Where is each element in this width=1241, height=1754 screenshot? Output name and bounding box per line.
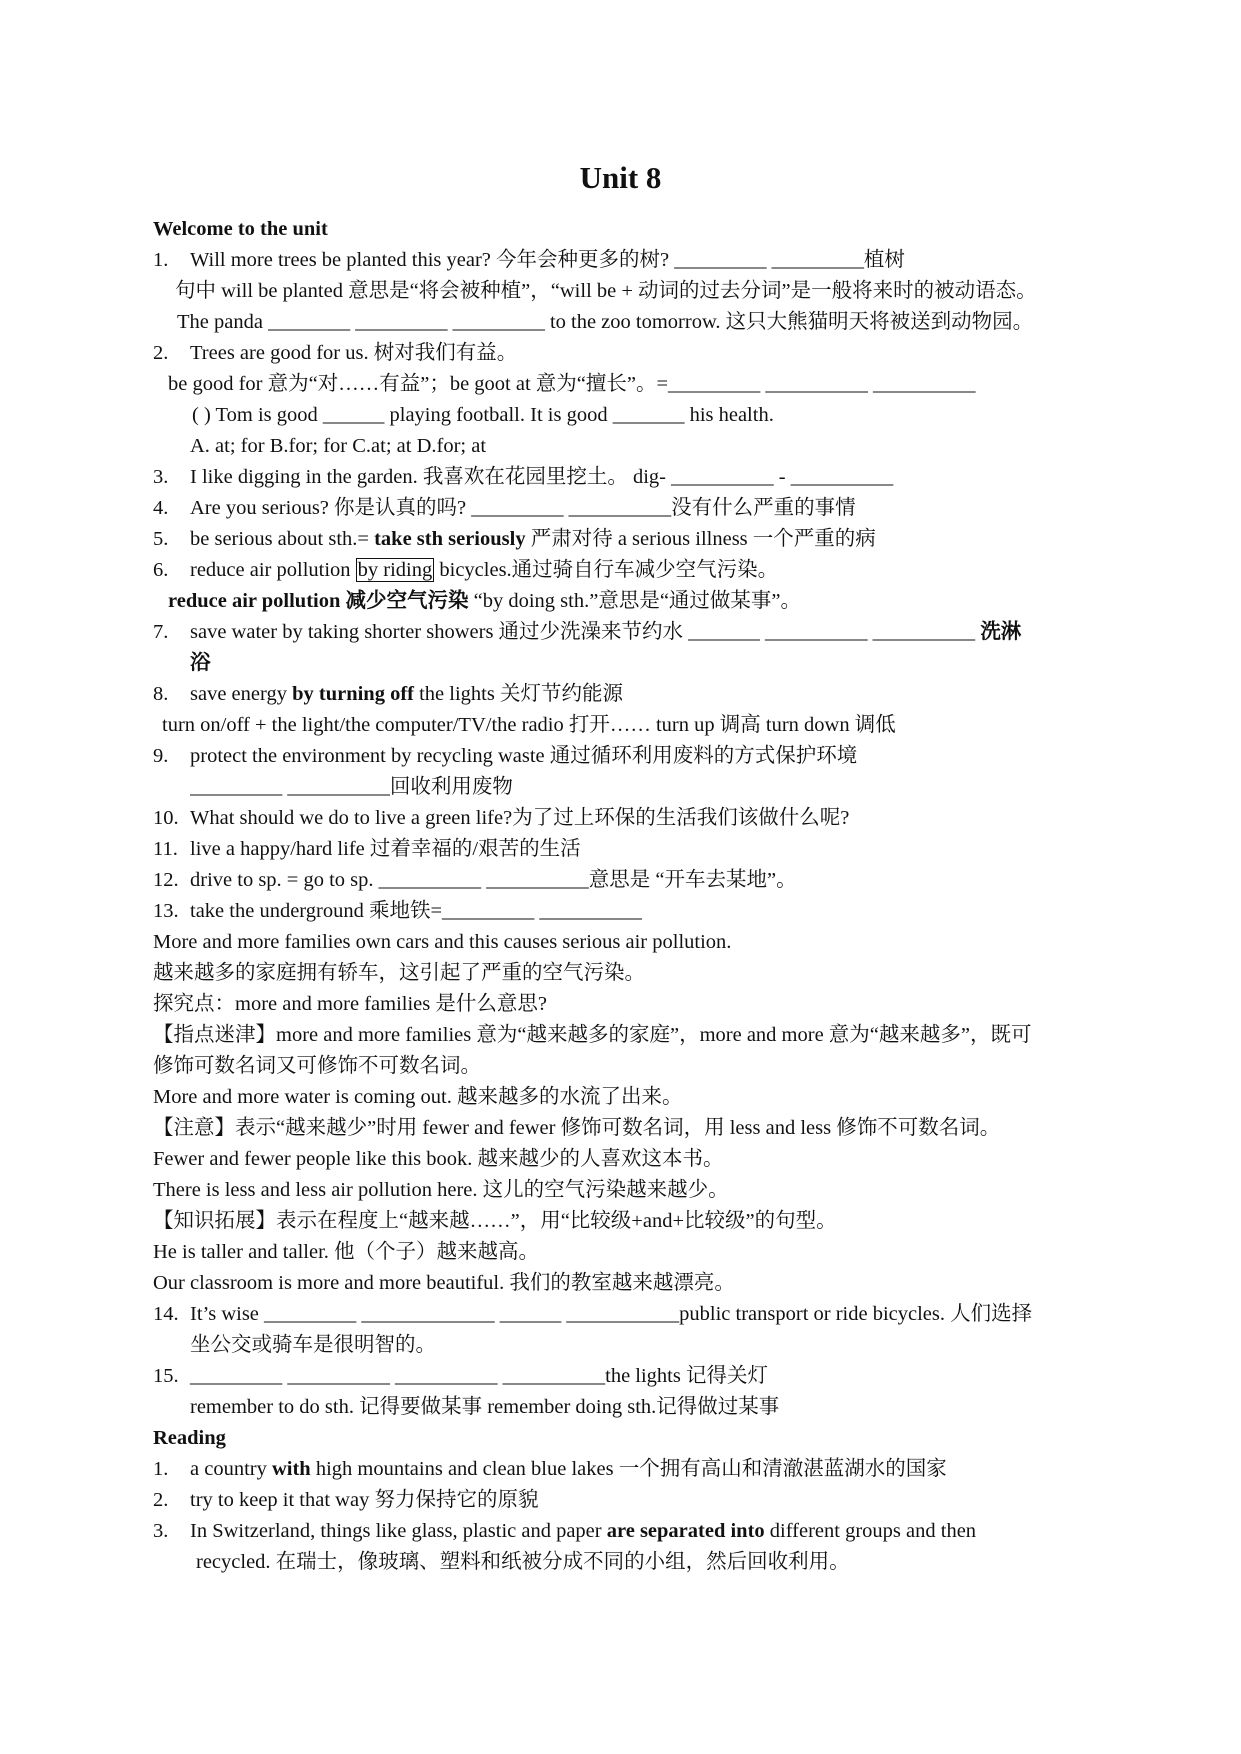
item-text: a country xyxy=(190,1458,272,1480)
example-sentence: There is less and less air pollution here. 这儿的空气污染越来越少。 xyxy=(153,1179,729,1201)
item-number: 3. xyxy=(153,466,169,488)
item-8 xyxy=(153,679,1088,710)
item-number: 12. xyxy=(153,869,179,891)
item-12 xyxy=(153,865,1088,896)
item-text: be serious about sth.= xyxy=(190,528,375,550)
item-9 xyxy=(153,741,1088,772)
note-line: 句中 will be planted 意思是“将会被种植”，“will be + 动词的过去分词”是一般将来时的被动语态。 xyxy=(175,280,1037,302)
item-text: different groups and then xyxy=(764,1520,977,1542)
exercise-options: A. at; for B.for; for C.at; at D.for; at xyxy=(190,435,487,457)
item-7 xyxy=(153,617,1088,648)
item-15 xyxy=(153,1361,1088,1392)
section-heading-reading: Reading xyxy=(153,1427,226,1449)
item-bold-text: with xyxy=(271,1458,311,1480)
item-number: 1. xyxy=(153,1458,169,1480)
example-translation: 越来越多的家庭拥有轿车，这引起了严重的空气污染。 xyxy=(153,962,645,984)
item-bold-text: are separated into xyxy=(606,1520,765,1542)
item-14 xyxy=(153,1299,1088,1330)
reading-item-1 xyxy=(153,1454,1088,1485)
item-number: 10. xyxy=(153,807,179,829)
item-number: 6. xyxy=(153,559,169,581)
item-bold-text: take sth seriously xyxy=(374,528,526,550)
item-5 xyxy=(153,524,1088,555)
item-text: live a happy/hard life 过着幸福的/艰苦的生活 xyxy=(190,838,581,860)
item-text: 严肃对待 a serious illness 一个严重的病 xyxy=(525,528,876,550)
item-1 xyxy=(153,245,1088,276)
item-text: It’s wise _________ _____________ ______ ___________public transport or ride bicycles. 人们选择 xyxy=(190,1303,1033,1325)
exercise-line: The panda ________ _________ _________ to the zoo tomorrow. 这只大熊猫明天将被送到动物园。 xyxy=(177,311,1034,333)
attention-line: 【注意】表示“越来越少”时用 fewer and fewer 修饰可数名词，用 less and less 修饰不可数名词。 xyxy=(153,1117,1001,1139)
item-number: 3. xyxy=(153,1520,169,1542)
item-number: 8. xyxy=(153,683,169,705)
example-sentence: He is taller and taller. 他（个子）越来越高。 xyxy=(153,1241,540,1263)
item-bold-text: reduce air pollution 减少空气污染 xyxy=(168,590,469,612)
item-number: 4. xyxy=(153,497,169,519)
item-text: drive to sp. = go to sp. __________ __________意思是 “开车去某地”。 xyxy=(190,869,797,891)
item-text: Are you serious? 你是认真的吗? _________ __________没有什么严重的事情 xyxy=(190,497,856,519)
item-bold-text: 洗淋 xyxy=(980,621,1022,643)
note-line: remember to do sth. 记得要做某事 remember doing sth.记得做过某事 xyxy=(190,1396,780,1418)
item-11 xyxy=(153,834,1088,865)
item-10 xyxy=(153,803,1088,834)
exercise-line: _________ __________回收利用废物 xyxy=(190,776,513,798)
example-sentence: More and more water is coming out. 越来越多的水流了出来。 xyxy=(153,1086,683,1108)
tip-line: 【指点迷津】more and more families 意为“越来越多的家庭”，more and more 意为“越来越多”，既可 xyxy=(153,1024,1032,1046)
item-number: 2. xyxy=(153,342,169,364)
item-6 xyxy=(153,555,1088,586)
item-13 xyxy=(153,896,1088,927)
example-sentence: Fewer and fewer people like this book. 越来越少的人喜欢这本书。 xyxy=(153,1148,724,1170)
item-number: 9. xyxy=(153,745,169,767)
continuation-line: 浴 xyxy=(190,652,211,674)
note-line: be good for 意为“对……有益”；be goot at 意为“擅长”。=_________ __________ __________ xyxy=(168,373,976,395)
item-text: Will more trees be planted this year? 今年会种更多的树? _________ _________植树 xyxy=(190,249,905,271)
item-text: “by doing sth.”意思是“通过做某事”。 xyxy=(468,590,802,612)
exercise-question: ( ) Tom is good ______ playing football. It is good _______ his health. xyxy=(192,404,774,426)
boxed-text: by riding xyxy=(357,559,433,581)
item-number: 1. xyxy=(153,249,169,271)
reading-item-3 xyxy=(153,1516,1088,1547)
extension-line: 【知识拓展】表示在程度上“越来越……”，用“比较级+and+比较级”的句型。 xyxy=(153,1210,837,1232)
item-text: try to keep it that way 努力保持它的原貌 xyxy=(190,1489,539,1511)
item-number: 5. xyxy=(153,528,169,550)
tip-line: 修饰可数名词又可修饰不可数名词。 xyxy=(153,1055,481,1077)
item-number: 2. xyxy=(153,1489,169,1511)
item-text: high mountains and clean blue lakes 一个拥有高山和清澈湛蓝湖水的国家 xyxy=(310,1458,947,1480)
item-number: 15. xyxy=(153,1365,179,1387)
item-2 xyxy=(153,338,1088,369)
item-text: take the underground 乘地铁=_________ __________ xyxy=(190,900,642,922)
item-number: 14. xyxy=(153,1303,179,1325)
item-text: In Switzerland, things like glass, plastic and paper xyxy=(190,1520,607,1542)
item-text: reduce air pollution xyxy=(190,559,356,581)
item-text: Trees are good for us. 树对我们有益。 xyxy=(190,342,518,364)
item-bold-text: by turning off xyxy=(292,683,414,705)
item-text: protect the environment by recycling waste 通过循环利用废料的方式保护环境 xyxy=(190,745,858,767)
page-title: Unit 8 xyxy=(579,160,662,195)
item-text: _________ __________ __________ __________the lights 记得关灯 xyxy=(190,1365,768,1387)
explore-point: 探究点：more and more families 是什么意思? xyxy=(153,993,547,1015)
continuation-line: 坐公交或骑车是很明智的。 xyxy=(190,1334,436,1356)
item-number: 11. xyxy=(153,838,178,860)
note-line xyxy=(168,586,1103,617)
item-text: save energy xyxy=(190,683,293,705)
example-sentence: More and more families own cars and this causes serious air pollution. xyxy=(153,931,732,953)
item-number: 13. xyxy=(153,900,179,922)
reading-item-2 xyxy=(153,1485,1088,1516)
item-text: What should we do to live a green life?为了过上环保的生活我们该做什么呢? xyxy=(190,807,850,829)
item-text: bicycles.通过骑自行车减少空气污染。 xyxy=(434,559,779,581)
item-number: 7. xyxy=(153,621,169,643)
item-text: I like digging in the garden. 我喜欢在花园里挖土。 dig- __________ - __________ xyxy=(190,466,894,488)
note-line: turn on/off + the light/the computer/TV/the radio 打开…… turn up 调高 turn down 调低 xyxy=(162,714,896,736)
item-3 xyxy=(153,462,1088,493)
item-text: save water by taking shorter showers 通过少洗澡来节约水 _______ __________ __________ xyxy=(190,621,981,643)
continuation-line: recycled. 在瑞士，像玻璃、塑料和纸被分成不同的小组，然后回收利用。 xyxy=(196,1551,850,1573)
item-text: the lights 关灯节约能源 xyxy=(413,683,623,705)
section-heading-welcome: Welcome to the unit xyxy=(153,218,328,240)
example-sentence: Our classroom is more and more beautiful. 我们的教室越来越漂亮。 xyxy=(153,1272,735,1294)
item-4 xyxy=(153,493,1088,524)
